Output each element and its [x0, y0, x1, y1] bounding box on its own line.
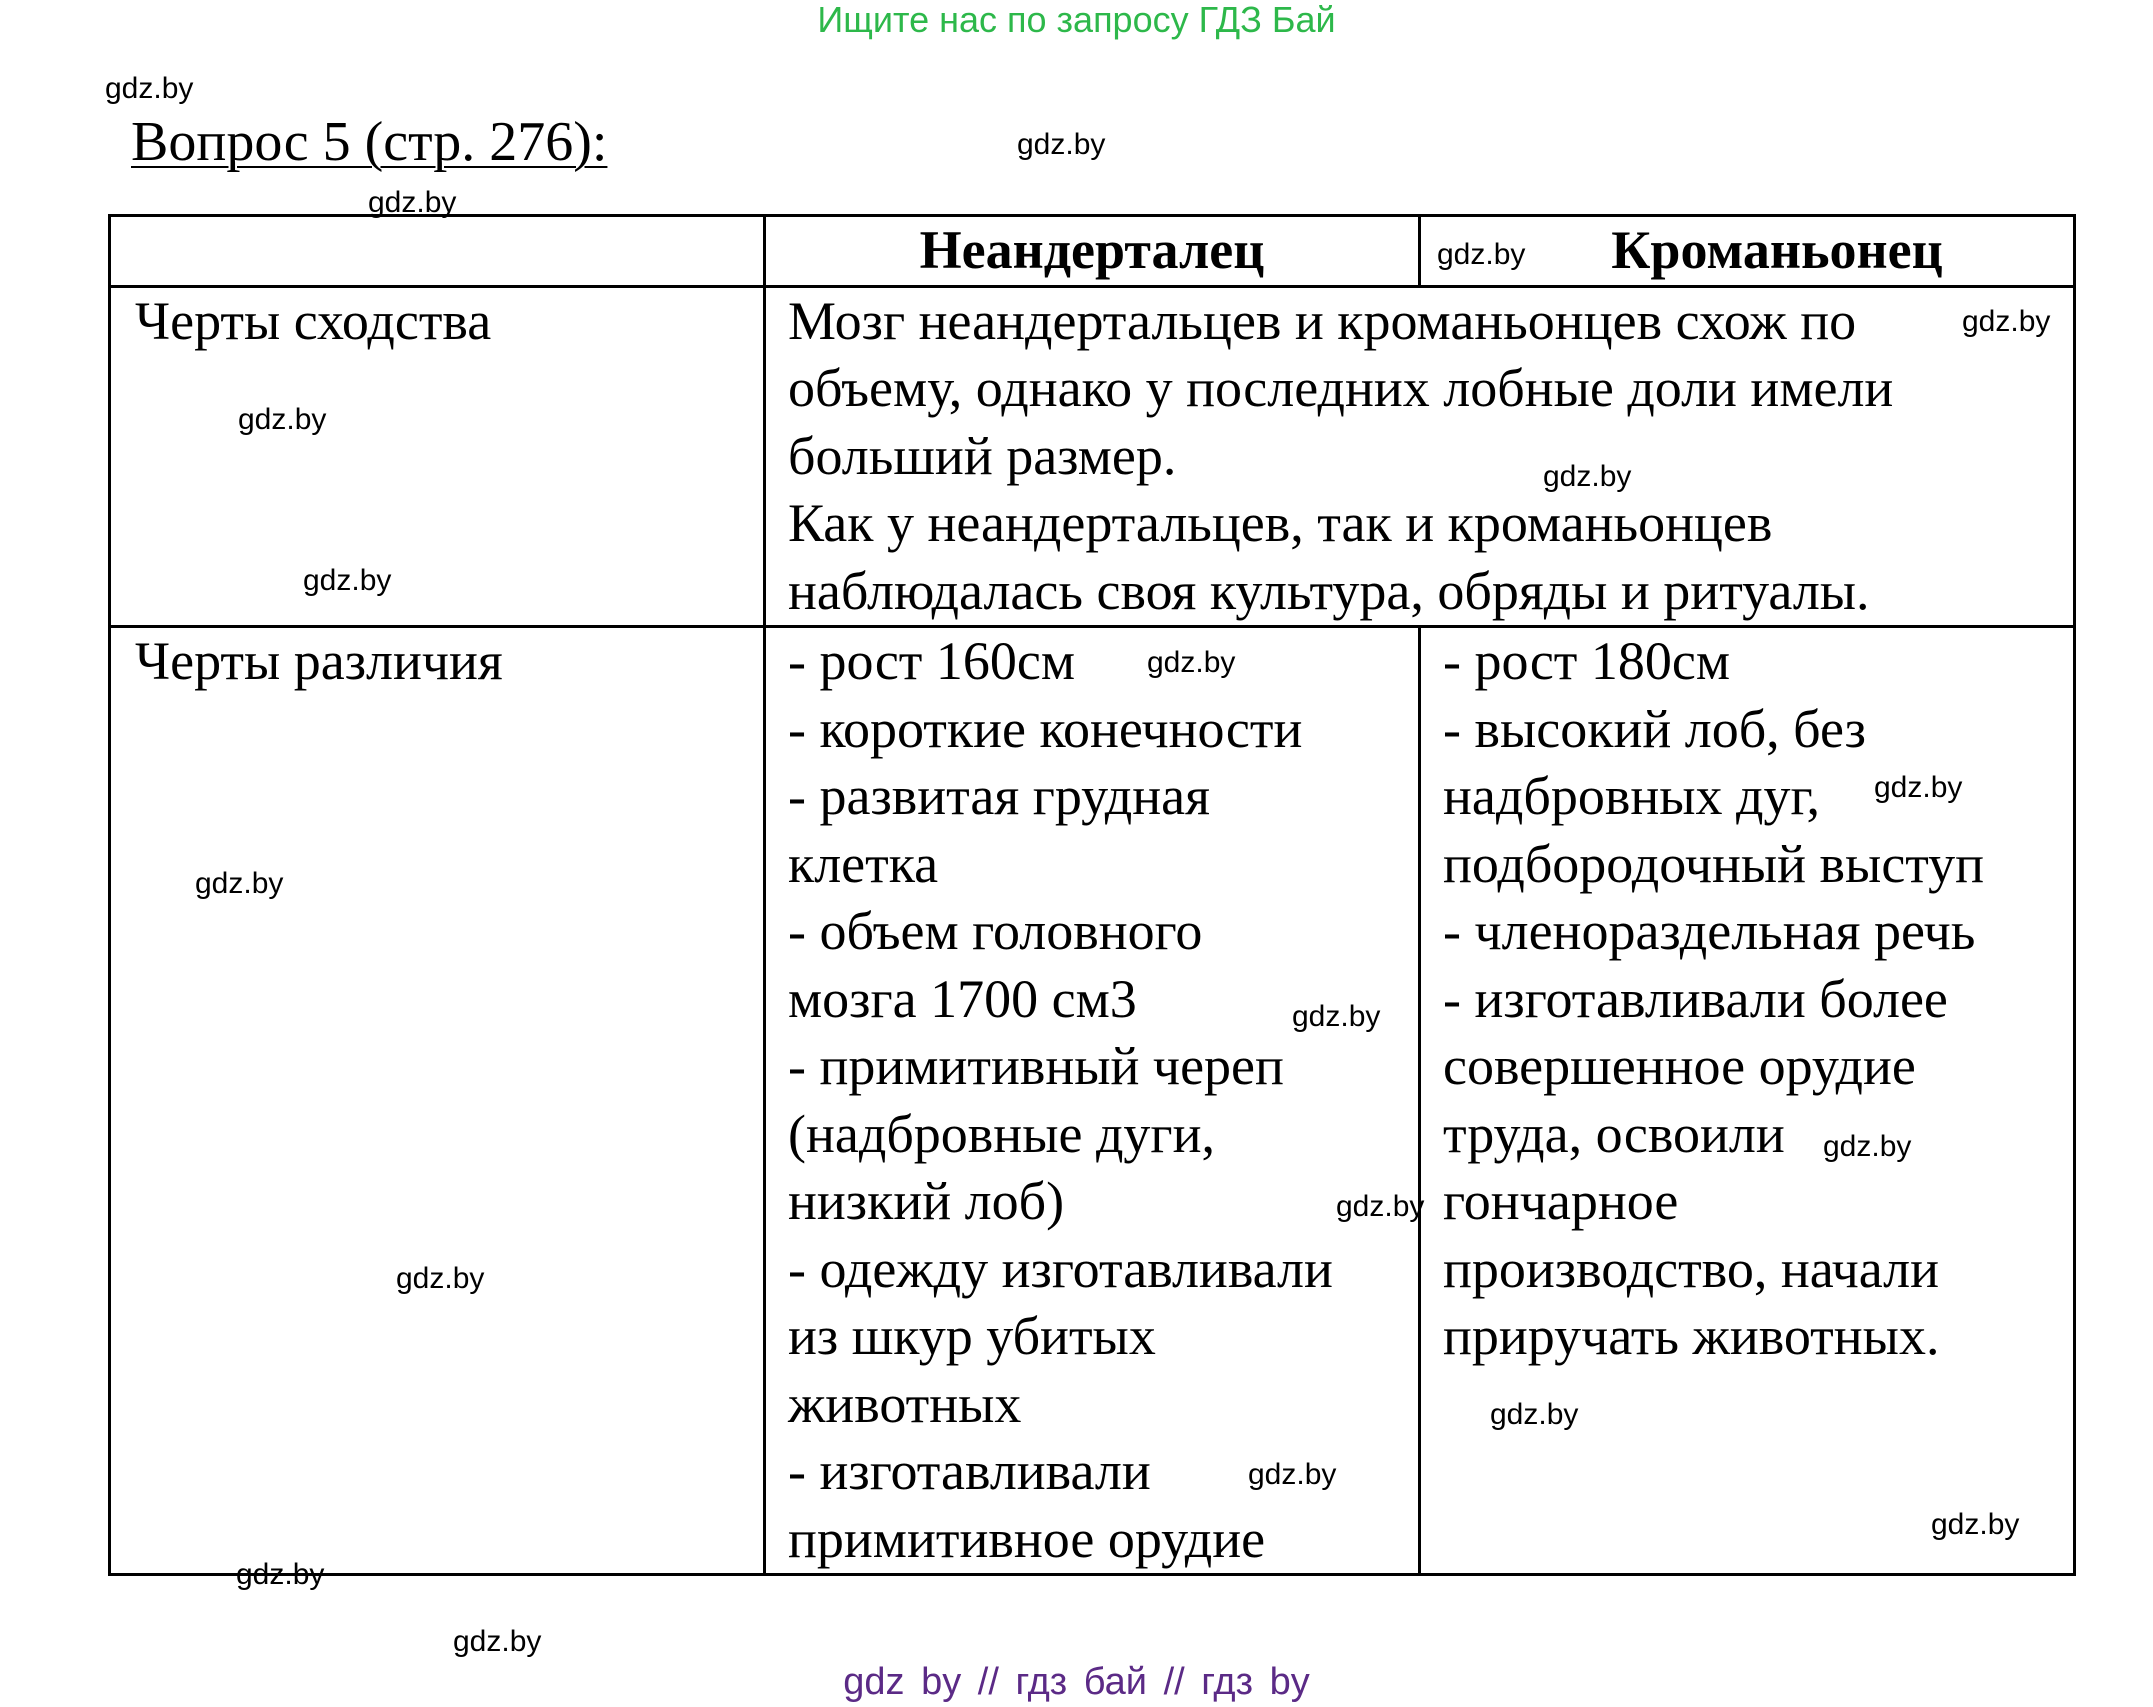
watermark: gdz.by: [1017, 128, 1106, 161]
watermark: gdz.by: [303, 564, 392, 597]
trait-line: примитивное орудие: [788, 1508, 1266, 1569]
difference-label: Черты различия: [110, 627, 765, 1575]
trait-line: мозга 1700 см3: [788, 968, 1137, 1029]
header-neanderthal: Неандерталец: [765, 216, 1420, 287]
trait-line: совершенное орудие: [1443, 1036, 1916, 1096]
similarity-text: [765, 286, 2075, 627]
watermark: gdz.by: [1962, 305, 2051, 338]
watermark: gdz.by: [1248, 1458, 1337, 1491]
similarity-line: наблюдалась своя культура, обряды и ритуалы.: [788, 560, 1870, 621]
trait-line: подбородочный выступ: [1443, 833, 1985, 894]
trait-line: - объем головного: [788, 901, 1203, 961]
similarity-label: Черты сходства: [110, 286, 765, 627]
similarity-line: объему, однако у последних лобные доли имели: [788, 358, 1894, 418]
trait-line: из шкур убитых: [788, 1306, 1156, 1366]
watermark: gdz.by: [1147, 646, 1236, 679]
page-title: Вопрос 5 (стр. 276):: [131, 111, 608, 173]
trait-line: - рост 160см: [788, 631, 1076, 691]
trait-line: - членораздельная речь: [1443, 901, 1976, 961]
trait-line: - высокий лоб, без: [1443, 698, 1866, 759]
watermark: gdz.by: [1490, 1398, 1579, 1431]
trait-line: труда, освоили: [1443, 1103, 1785, 1164]
watermark: gdz.by: [238, 403, 327, 436]
trait-line: - короткие конечности: [788, 698, 1303, 759]
watermark: gdz.by: [1336, 1190, 1425, 1223]
watermark: gdz.by: [1292, 1000, 1381, 1033]
trait-line: - одежду изготавливали: [788, 1238, 1333, 1299]
header-cromagnon: Кроманьонец: [1420, 216, 2075, 287]
watermark: gdz.by: [453, 1625, 542, 1658]
trait-line: надбровных дуг,: [1443, 766, 1821, 826]
cromagnon-traits: [1420, 627, 2075, 1575]
trait-line: низкий лоб): [788, 1171, 1065, 1231]
watermark: gdz.by: [1874, 771, 1963, 804]
trait-line: - рост 180см: [1443, 631, 1731, 691]
watermark: gdz.by: [105, 72, 194, 105]
similarity-line: больший размер.: [788, 425, 1177, 486]
trait-line: - развитая грудная: [788, 766, 1210, 826]
watermark: gdz.by: [1823, 1130, 1912, 1163]
table-header-row: [110, 216, 2075, 287]
trait-line: (надбровные дуги,: [788, 1103, 1215, 1164]
search-banner: Ищите нас по запросу ГДЗ Бай: [817, 0, 1336, 40]
trait-line: гончарное: [1443, 1171, 1679, 1231]
trait-line: - изготавливали более: [1443, 968, 1948, 1029]
trait-line: клетка: [788, 833, 939, 894]
watermark: gdz.by: [396, 1262, 485, 1295]
watermark: gdz.by: [1543, 460, 1632, 493]
watermark: gdz.by: [1437, 238, 1526, 271]
comparison-table: [108, 214, 2076, 1576]
neanderthal-traits: [765, 627, 1420, 1575]
watermark: gdz.by: [1931, 1508, 2020, 1541]
watermark: gdz.by: [368, 186, 457, 219]
footer-links[interactable]: gdz by // гдз бай // гдз by: [843, 1661, 1310, 1703]
difference-row: [110, 627, 2075, 1575]
trait-line: животных: [788, 1373, 1022, 1434]
similarity-line: Мозг неандертальцев и кроманьонцев схож по: [788, 290, 1857, 351]
trait-line: производство, начали: [1443, 1238, 1940, 1299]
trait-line: - изготавливали: [788, 1441, 1151, 1501]
trait-line: - примитивный череп: [788, 1036, 1284, 1096]
watermark: gdz.by: [236, 1558, 325, 1591]
watermark: gdz.by: [195, 867, 284, 900]
similarity-line: Как у неандертальцев, так и кроманьонцев: [788, 493, 1773, 553]
header-empty-cell: [110, 216, 765, 287]
trait-line: приручать животных.: [1443, 1306, 1940, 1366]
similarity-row: [110, 286, 2075, 627]
